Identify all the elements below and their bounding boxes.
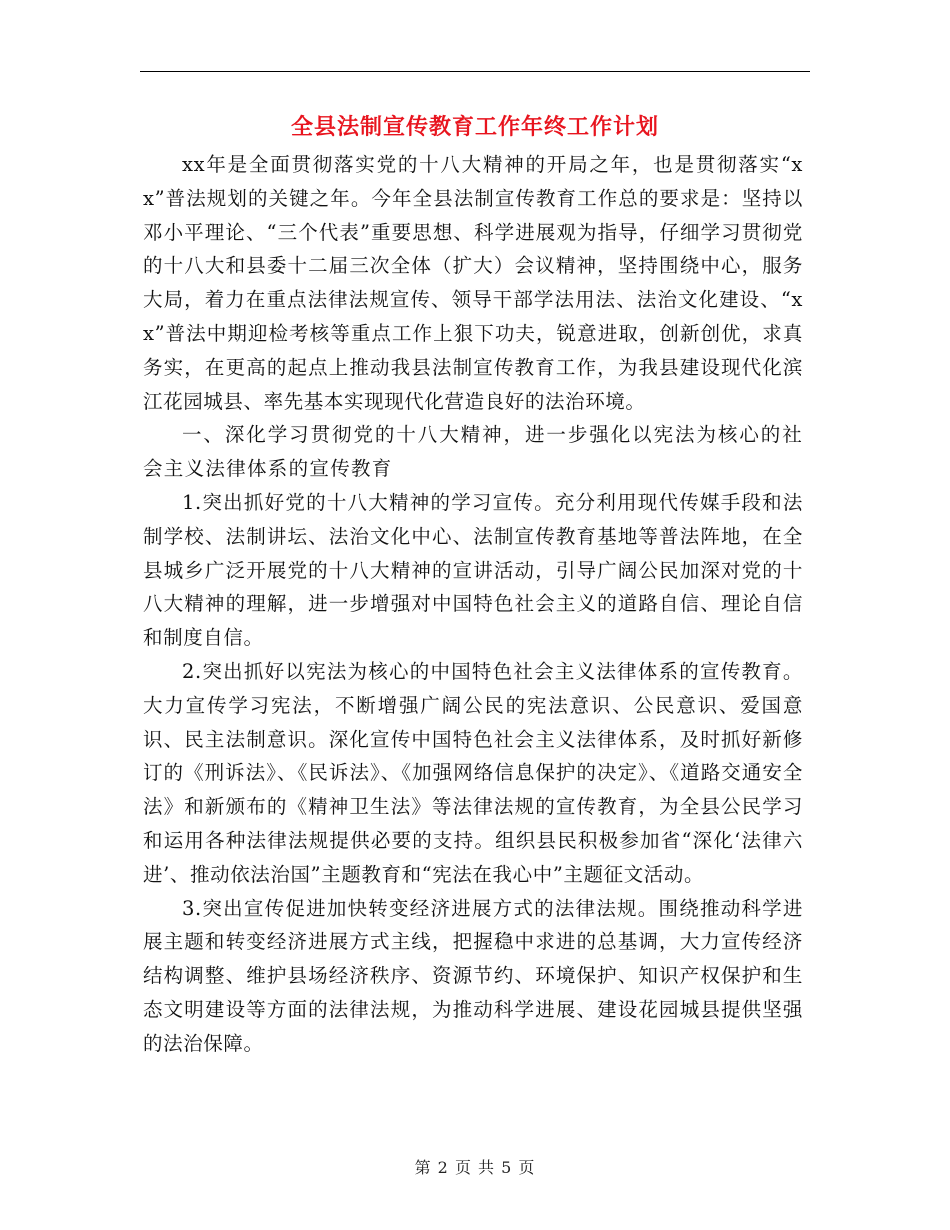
header-rule bbox=[140, 71, 810, 72]
document-body bbox=[143, 148, 803, 1061]
item-paragraph-2: 2.突出抓好以宪法为核心的中国特色社会主义法律体系的宣传教育。大力宣传学习宪法，不断增强广阔公民的宪法意识、公民意识、爱国意识、民主法制意识。深化宣传中国特色社会主义法律体系，及时抓好新修订的《刑诉法》、《民诉法》、《加强网络信息保护的决定》、《道路交通安全法》和新颁布的《精神卫生法》等法律法规的宣传教育，为全县公民学习和运用各种法律法规提供必要的支持。组织县民积极参加省“深化‘法律六进’、推动依法治国”主题教育和“宪法在我心中”主题征文活动。 bbox=[143, 659, 803, 886]
item-paragraph-1: 1.突出抓好党的十八大精神的学习宣传。充分利用现代传媒手段和法制学校、法制讲坛、法治文化中心、法制宣传教育基地等普法阵地，在全县城乡广泛开展党的十八大精神的宣讲活动，引导广阔公民加深对党的十八大精神的理解，进一步增强对中国特色社会主义的道路自信、理论自信和制度自信。 bbox=[143, 490, 803, 650]
item-paragraph-3: 3.突出宣传促进加快转变经济进展方式的法律法规。围绕推动科学进展主题和转变经济进展方式主线，把握稳中求进的总基调，大力宣传经济结构调整、维护县场经济秩序、资源节约、环境保护、知识产权保护和生态文明建设等方面的法律法规，为推动科学进展、建设花园城县提供坚强的法治保障。 bbox=[143, 896, 803, 1055]
section-heading: 一、深化学习贯彻党的十八大精神，进一步强化以宪法为核心的社会主义法律体系的宣传教育 bbox=[143, 423, 803, 481]
page-number: 第 2 页 共 5 页 bbox=[414, 1158, 536, 1177]
document-title: 全县法制宣传教育工作年终工作计划 bbox=[290, 115, 659, 140]
intro-paragraph: xx年是全面贯彻落实党的十八大精神的开局之年，也是贯彻落实“xx”普法规划的关键之年。今年全县法制宣传教育工作总的要求是：坚持以邓小平理论、“三个代表”重要思想、科学进展观为指导，仔细学习贯彻党的十八大和县委十二届三次全体（扩大）会议精神，坚持围绕中心，服务大局，着力在重点法律法规宣传、领导干部学法用法、法治文化建设、“xx”普法中期迎检考核等重点工作上狠下功夫，锐意进取，创新创优，求真务实，在更高的起点上推动我县法制宣传教育工作，为我县建设现代化滨江花园城县、率先基本实现现代化营造良好的法治环境。 bbox=[143, 153, 803, 413]
